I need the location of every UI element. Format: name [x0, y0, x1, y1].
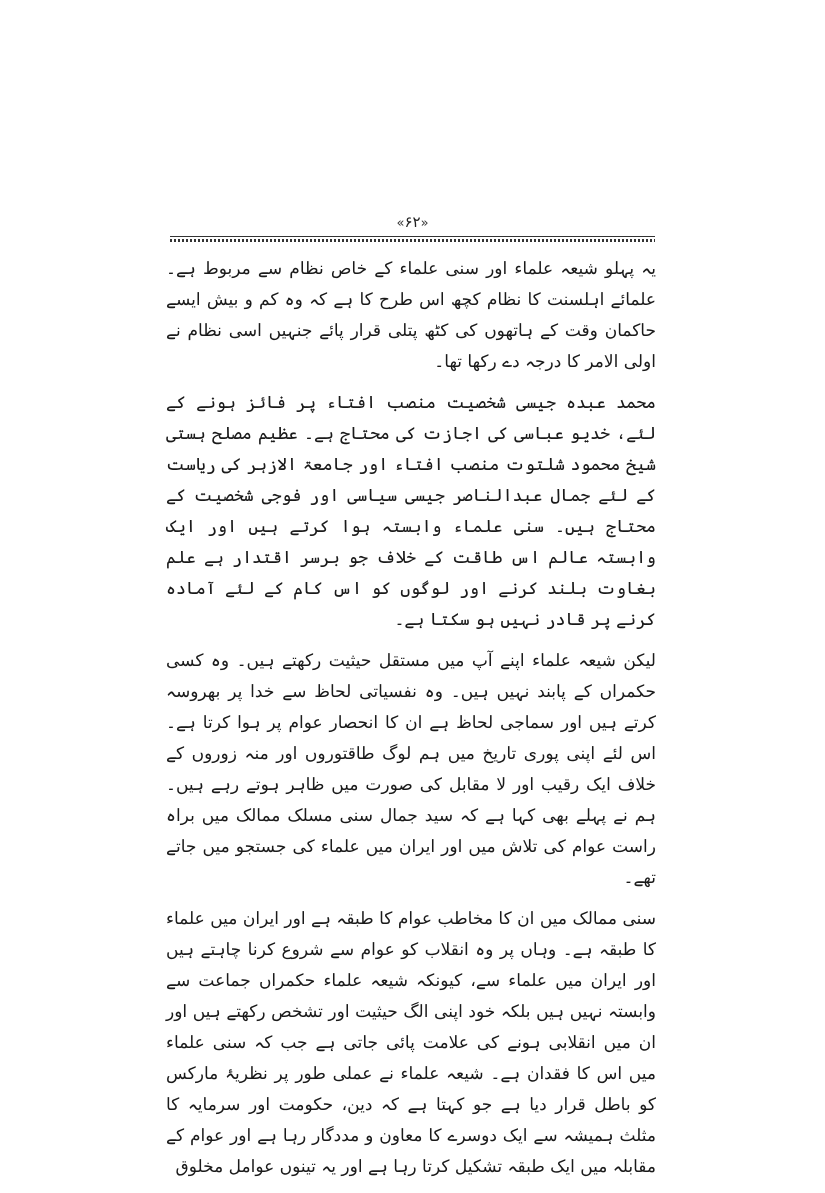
page-number	[396, 213, 428, 233]
page-header	[0, 212, 825, 233]
paragraph-4: سنی ممالک میں ان کا مخاطب عوام کا طبقہ ہے اور ایران میں علماء کا طبقہ ہے۔ وہاں پر وہ انقلاب کو عوام سے شروع کرنا چاہتے ہیں اور ایران میں علماء سے، کیونکہ شیعہ علماء حکمراں جماعت سے وابستہ نہیں ہیں بلکہ خود اپنی الگ حیثیت اور تشخص رکھتے ہیں اور ان میں انقلابی ہونے کی علامت پائی جاتی ہے جب کہ سنی علماء میں اس کا فقدان ہے۔ شیعہ علماء نے عملی طور پر نظریۂ مارکس کو باطل قرار دیا ہے جو کہتا ہے کہ دین، حکومت اور سرمایہ کا مثلث ہمیشہ سے ایک دوسرے کا معاون و مددگار رہا ہے اور عوام کے مقابلہ میں ایک طبقہ تشکیل کرتا رہا ہے اور یہ تینوں عوامل مخلوق	[166, 909, 656, 1177]
paragraph-3: لیکن شیعہ علماء اپنے آپ میں مستقل حیثیت رکھتے ہیں۔ وہ کسی حکمراں کے پابند نہیں ہیں۔ وہ نفسیاتی لحاظ سے خدا پر بھروسہ کرتے ہیں اور سماجی لحاظ ہے ان کا انحصار عوام پر ہوا کرتا ہے۔ اس لئے اپنی پوری تاریخ میں ہم لوگ طاقتوروں اور منہ زوروں کے خلاف ایک رقیب اور لا مقابل کی صورت میں ظاہر ہوتے رہے ہیں۔ ہم نے پہلے بھی کہا ہے کہ سید جمال سنی مسلک ممالک میں براہ راست عوام کی تلاش میں اور ایران میں علماء کی جستجو میں جاتے تھے۔	[166, 651, 656, 888]
ornament-left-icon: «	[396, 216, 405, 231]
paragraph-1: یہ پہلو شیعہ علماء اور سنی علماء کے خاص نظام سے مربوط ہے۔ علمائے اہلسنت کا نظام کچھ اس طرح کا ہے کہ وہ کم و بیش ایسے حاکمان وقت کے ہاتھوں کی کٹھ پتلی قرار پائے جنہیں اسی نظام نے اولی الامر کا درجہ دے رکھا تھا۔	[166, 259, 656, 372]
page-number-text: ۶۲	[404, 213, 421, 231]
ornament-right-icon: »	[420, 216, 429, 231]
header-divider	[170, 236, 655, 242]
divider-line	[170, 236, 655, 237]
page-body	[166, 254, 656, 1193]
divider-dashed-line	[170, 239, 655, 242]
paragraph-2: محمد عبدہ جیسی شخصیت منصب افتاء پر فائز ہونے کے لئے، خدیو عباسی کی اجازت کی محتاج ہے۔ عظیم مصلح ہستی شیخ محمود شلتوت منصب افتاء اور جامعۃ الازہر کی ریاست کے لئے جمال عبدالناصر جیسی سیاسی اور فوجی شخصیت کے محتاج ہیں۔ سنی علماء وابستہ ہوا کرتے ہیں اور ایک وابستہ عالم اس طاقت کے خلاف جو برسر اقتدار ہے علم بغاوت بلند کرنے اور لوگوں کو اس کام کے لئے آمادہ کرنے پر قادر نہیں ہو سکتا ہے۔	[166, 393, 656, 630]
